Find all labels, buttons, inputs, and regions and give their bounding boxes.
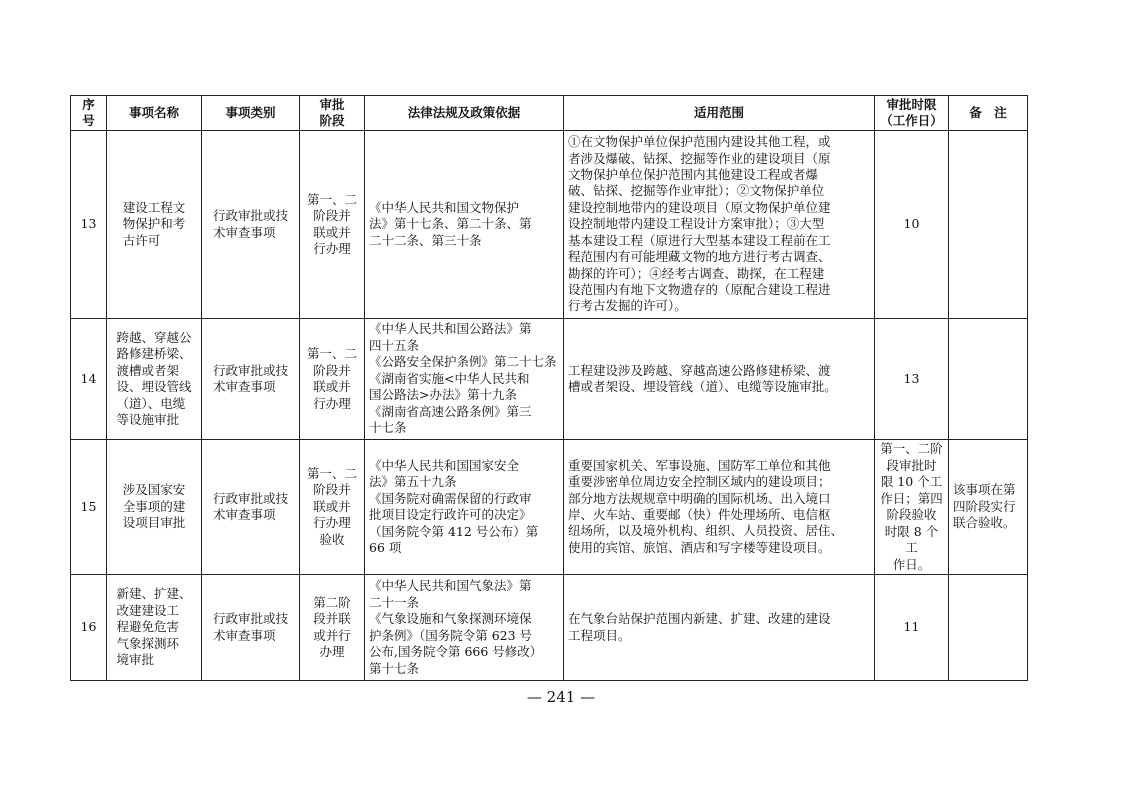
cell-scope-line: 设控制地带内建设工程设计方案审批）；③大型 [568, 216, 825, 232]
cell-name-block [116, 330, 191, 429]
cell-remark-line: 该事项在第 [953, 482, 1016, 498]
cell-stage-line: 段并联 [313, 611, 351, 626]
cell-time [875, 440, 949, 575]
cell-seq: 16 [71, 575, 107, 681]
table-body [71, 131, 1028, 681]
cell-basis-line: 《中华人民共和国国家安全 [369, 457, 520, 473]
cell-name-line: 境审批 [116, 652, 154, 668]
cell-name-line: 改建建设工 [116, 602, 179, 618]
table-row [71, 319, 1028, 440]
cell-basis-line: 批项目设定行政许可的决定》 [369, 507, 532, 522]
cell-scope-line: 文物保护单位保护范围内其他建设工程或者爆 [568, 167, 819, 183]
cell-basis-line: 《湖南省高速公路条例》第三 [369, 403, 532, 419]
cell-type-line: 术审查事项 [212, 224, 276, 240]
cell-basis [365, 319, 564, 440]
cell-basis-line: （国务院令第 412 号公布）第 [369, 523, 539, 539]
cell-name [107, 575, 202, 681]
cell-time-line: 10 [903, 216, 920, 232]
cell-scope-line: 部分地方法规规章中明确的国际机场、出入境口 [568, 490, 831, 506]
cell-type-block [213, 611, 288, 644]
table-header [71, 96, 1028, 131]
cell-type-block [213, 491, 288, 524]
cell-basis-line: 《中华人民共和国公路法》第 [369, 321, 532, 337]
cell-name [107, 131, 202, 319]
cell-name-line: 物保护和考 [122, 216, 186, 232]
cell-type-line: 术审查事项 [212, 379, 276, 394]
cell-scope-line: 设范围内有地下文物遗存的（原配合建设工程进 [568, 281, 831, 297]
header-stage-line: 审批 [319, 97, 345, 112]
header-scope: 适用范围 [564, 96, 875, 131]
cell-time-line: 阶段验收 [886, 507, 937, 522]
cell-scope-line: 重要涉密单位周边安全控制区域内的建设项目； [568, 474, 831, 490]
cell-name-line: 新建、扩建、 [116, 586, 192, 602]
cell-basis-line: 四十五条 [369, 337, 420, 353]
header-seq-line: 号 [82, 113, 95, 128]
cell-scope-line: 槽或者架设、埋设管线（道）、电缆等设施审批。 [568, 379, 837, 394]
cell-stage-line: 第一、二 [306, 346, 357, 361]
cell-scope-line: 工程项目。 [568, 627, 631, 643]
cell-basis-line: 《湖南省实施<中华人民共和 [369, 370, 530, 386]
cell-remark [949, 319, 1028, 440]
cell-scope-line: 岸、火车站、重要邮（快）件处理场所、电信枢 [568, 507, 831, 522]
header-basis: 法律法规及政策依据 [365, 96, 564, 131]
cell-stage-line: 阶段并 [313, 208, 351, 223]
cell-stage-line: 行办理 [313, 241, 351, 256]
cell-time-line: 11 [903, 619, 920, 635]
cell-remark-line: 联合验收。 [953, 515, 1016, 531]
cell-remark [949, 440, 1028, 575]
cell-time-line: 时限 8 个工 [884, 523, 939, 555]
cell-time [875, 131, 949, 319]
cell-type-line: 行政审批或技 [212, 362, 288, 378]
header-row [71, 96, 1028, 131]
cell-stage [300, 319, 365, 440]
cell-scope-line: 使用的宾馆、旅馆、酒店和写字楼等建设项目。 [568, 539, 831, 555]
cell-basis-line: 《气象设施和气象探测环境保 [369, 611, 532, 626]
cell-remark [949, 575, 1028, 681]
cell-stage-line: 第一、二 [306, 465, 357, 481]
cell-stage [300, 575, 365, 681]
cell-basis-line: 公布,国务院令第 666 号修改） [369, 644, 543, 659]
header-stage-line: 阶段 [319, 113, 345, 128]
header-seq-line: 序 [82, 97, 95, 112]
cell-basis-line: 法》第十七条、第二十条、第 [369, 216, 532, 232]
cell-stage-line: 第二阶 [313, 594, 351, 610]
cell-type-line: 术审查事项 [212, 507, 276, 522]
cell-name-line: 路修建桥梁、 [116, 346, 192, 361]
cell-basis-line: 国公路法>办法》第十九条 [369, 387, 517, 403]
header-remark: 备 注 [949, 96, 1028, 131]
cell-stage-line: 行办理 [313, 515, 351, 531]
cell-scope-line: 勘探的许可）；④经考古调查、勘探，在工程建 [568, 265, 825, 281]
cell-basis-line: 法》第五十九条 [369, 474, 457, 489]
approval-items-table [70, 95, 1028, 681]
cell-stage-line: 联或并 [313, 224, 351, 240]
cell-stage-line: 联或并 [313, 498, 351, 514]
header-time-line: 审批时限 [886, 97, 937, 112]
header-seq [71, 96, 107, 131]
cell-seq: 14 [71, 319, 107, 440]
cell-type-line: 行政审批或技 [212, 611, 288, 626]
cell-type-block [213, 208, 288, 241]
cell-seq: 15 [71, 440, 107, 575]
cell-name-line: 渡槽或者架 [116, 362, 179, 378]
cell-stage-line: 行办理 [313, 395, 351, 411]
cell-scope-line: ①在文物保护单位保护范围内建设其他工程，或 [568, 134, 831, 150]
cell-stage-line: 联或并 [313, 379, 351, 394]
cell-stage-line: 阶段并 [313, 482, 351, 498]
cell-type [202, 575, 300, 681]
cell-basis-line: 《国务院对确需保留的行政审 [369, 490, 532, 506]
cell-stage-line: 验收 [319, 531, 345, 547]
header-time [875, 96, 949, 131]
cell-time-line: 13 [903, 370, 920, 386]
cell-scope-line: 者涉及爆破、钻探、挖掘等作业的建设项目（原 [568, 150, 831, 166]
cell-time-line: 作日。 [892, 556, 931, 572]
cell-scope-line: 建设控制地带内的建设项目（原文物保护单位建 [568, 199, 831, 215]
cell-basis-line: 护条例》（国务院令第 623 号 [369, 627, 533, 643]
cell-name [107, 319, 202, 440]
cell-time-line: 段审批时 [886, 457, 937, 473]
cell-name-line: 等设施审批 [116, 412, 179, 427]
cell-basis-line: 二十二条、第三十条 [369, 232, 482, 248]
cell-type [202, 131, 300, 319]
header-type: 事项类别 [202, 96, 300, 131]
cell-basis-line: 二十一条 [369, 594, 420, 610]
cell-name-line: 古许可 [122, 232, 161, 248]
cell-time-line: 第一、二阶 [880, 441, 943, 456]
cell-scope-line: 程范围内有可能埋藏文物的地方进行考古调查、 [568, 249, 831, 265]
cell-basis-line: 《公路安全保护条例》第二十七条 [369, 354, 557, 370]
cell-time-line: 作日；第四 [880, 490, 943, 506]
cell-type-line: 术审查事项 [212, 627, 276, 643]
cell-basis-line: 第十七条 [369, 660, 420, 676]
cell-remark [949, 131, 1028, 319]
cell-remark-line: 四阶段实行 [953, 498, 1016, 514]
table-row [71, 440, 1028, 575]
cell-basis [365, 575, 564, 681]
cell-name-line: 建设工程文 [122, 199, 186, 215]
cell-basis [365, 440, 564, 575]
cell-scope-line: 工程建设涉及跨越、穿越高速公路修建桥梁、渡 [568, 362, 831, 378]
cell-scope [564, 440, 875, 575]
cell-name [107, 440, 202, 575]
cell-scope [564, 319, 875, 440]
cell-time-line: 限 10 个工 [880, 474, 943, 489]
cell-name-line: 设项目审批 [122, 515, 186, 531]
cell-stage [300, 440, 365, 575]
cell-stage-line: 阶段并 [313, 362, 351, 378]
table-row [71, 575, 1028, 681]
cell-name-line: 设、埋设管线 [116, 379, 192, 394]
cell-name-line: 涉及国家安 [122, 482, 186, 498]
cell-name-line: 气象探测环 [116, 635, 179, 651]
cell-name-block [123, 482, 186, 532]
cell-time [875, 575, 949, 681]
cell-type-block [213, 363, 288, 396]
cell-type [202, 440, 300, 575]
cell-scope-line: 行考古发掘的许可）。 [568, 298, 687, 314]
cell-stage-line: 第一、二 [306, 191, 357, 207]
header-name: 事项名称 [107, 96, 202, 131]
cell-type [202, 319, 300, 440]
cell-seq: 13 [71, 131, 107, 319]
cell-scope-line: 在气象台站保护范围内新建、扩建、改建的建设 [568, 611, 831, 627]
cell-scope-line: 纽场所，以及境外机构、组织、人员投资、居住、 [568, 523, 844, 539]
cell-basis-line: 《中华人民共和国气象法》第 [369, 578, 532, 593]
cell-stage-line: 或并行 [313, 627, 351, 643]
cell-basis [365, 131, 564, 319]
cell-name-block [116, 586, 191, 669]
cell-name-line: 跨越、穿越公 [116, 329, 192, 345]
cell-type-line: 行政审批或技 [212, 208, 288, 223]
header-time-line: （工作日） [880, 113, 943, 128]
cell-scope-line: 基本建设工程（原进行大型基本建设工程前在工 [568, 232, 831, 248]
cell-basis-line: 十七条 [369, 420, 407, 436]
page-number: — 241 — [526, 688, 596, 706]
cell-scope-line: 重要国家机关、军事设施、国防军工单位和其他 [568, 457, 831, 473]
cell-basis-line: 《中华人民共和国文物保护 [369, 199, 520, 215]
cell-name-line: 全事项的建 [122, 498, 186, 514]
cell-stage-line: 办理 [319, 644, 345, 659]
cell-basis-line: 66 项 [369, 540, 402, 555]
cell-stage [300, 131, 365, 319]
cell-type-line: 行政审批或技 [212, 490, 288, 506]
cell-scope-line: 破、钻探、挖掘等作业审批）；②文物保护单位 [568, 183, 825, 199]
table-row [71, 131, 1028, 319]
cell-name-line: 程避免危害 [116, 619, 179, 635]
cell-time [875, 319, 949, 440]
header-stage [300, 96, 365, 131]
cell-scope [564, 575, 875, 681]
cell-name-line: （道）、电缆 [116, 395, 186, 411]
cell-name-block [123, 200, 186, 250]
cell-scope [564, 131, 875, 319]
